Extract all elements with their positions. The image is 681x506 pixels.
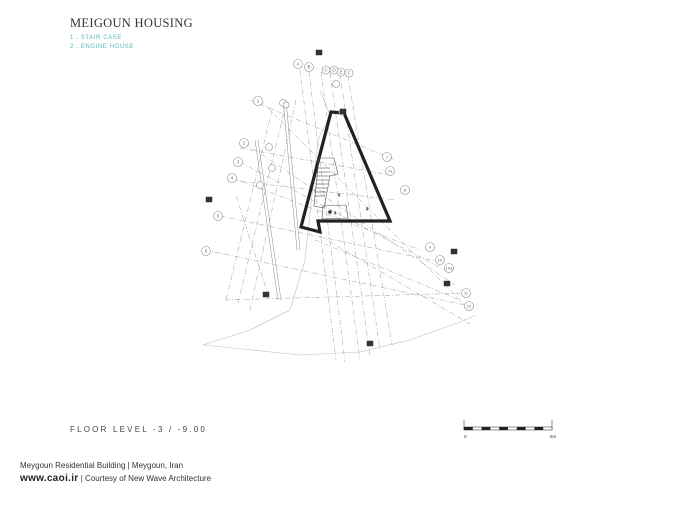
svg-text:7a: 7a: [387, 168, 393, 174]
svg-text:10a: 10a: [445, 265, 453, 271]
svg-text:A: A: [296, 61, 300, 67]
svg-text:2: 2: [334, 210, 337, 215]
building-outline: [301, 112, 390, 232]
grid-bubbles-left: [202, 60, 354, 256]
svg-text:D: D: [332, 67, 336, 73]
svg-text:7: 7: [385, 154, 389, 160]
svg-text:4: 4: [230, 175, 234, 181]
svg-text:1: 1: [338, 192, 341, 197]
source-credit: [20, 473, 211, 484]
legend-number: 2: [70, 43, 74, 50]
scale-bar-segments: [464, 427, 552, 430]
legend-label: STAIR CASE: [80, 35, 122, 41]
svg-text:2: 2: [242, 140, 246, 146]
source-url[interactable]: www.caoi.ir: [20, 473, 79, 484]
svg-text:8: 8: [403, 187, 407, 193]
svg-text:9: 9: [428, 244, 432, 250]
svg-text:6: 6: [204, 248, 208, 254]
dimension-lines: [255, 100, 300, 300]
scale-end-label: 5m: [550, 434, 557, 439]
svg-text:·: ·: [502, 422, 503, 425]
svg-text:·: ·: [542, 422, 543, 425]
svg-text:·: ·: [512, 422, 513, 425]
grid-bubble-labels-left: [205, 62, 351, 254]
svg-text:·: ·: [532, 422, 533, 425]
svg-text:11: 11: [463, 290, 469, 296]
drawing-title: MEIGOUN HOUSING: [70, 16, 193, 30]
svg-text:1: 1: [256, 98, 260, 104]
scale-bar: [462, 417, 562, 439]
floor-level-label: FLOOR LEVEL -3 / -9.00: [70, 425, 208, 434]
svg-text:·: ·: [482, 422, 483, 425]
svg-text:5: 5: [216, 213, 220, 219]
legend-item-stair-case: 1 . STAIR CASE: [70, 35, 122, 41]
svg-text:B: B: [307, 64, 311, 70]
grid-bubble-labels-right: [386, 155, 472, 309]
svg-text:·: ·: [492, 422, 493, 425]
svg-text:E: E: [339, 69, 343, 75]
project-credit: Meygoun Residential Building | Meygoun, Iran: [20, 461, 184, 470]
scale-minor-ticks: [472, 422, 543, 425]
svg-text:·: ·: [472, 422, 473, 425]
legend-label: ENGINE HOUSE: [80, 43, 134, 50]
svg-text:2: 2: [366, 206, 369, 211]
legend-item-engine-house: 2 . ENGINE HOUSE: [70, 43, 134, 50]
svg-text:F: F: [347, 70, 351, 76]
legend-number: 1: [70, 35, 74, 41]
grid-bubbles-right: [333, 81, 474, 311]
svg-text:·: ·: [522, 422, 523, 425]
svg-text:C: C: [324, 67, 328, 73]
section-markers: [206, 50, 457, 346]
svg-text:12: 12: [466, 303, 472, 309]
svg-text:10: 10: [437, 257, 443, 263]
courtesy-text: Courtesy of New Wave Architecture: [85, 474, 212, 483]
credit-separator: |: [78, 474, 86, 483]
scale-start-label: 0: [464, 434, 467, 439]
svg-text:3: 3: [236, 159, 240, 165]
